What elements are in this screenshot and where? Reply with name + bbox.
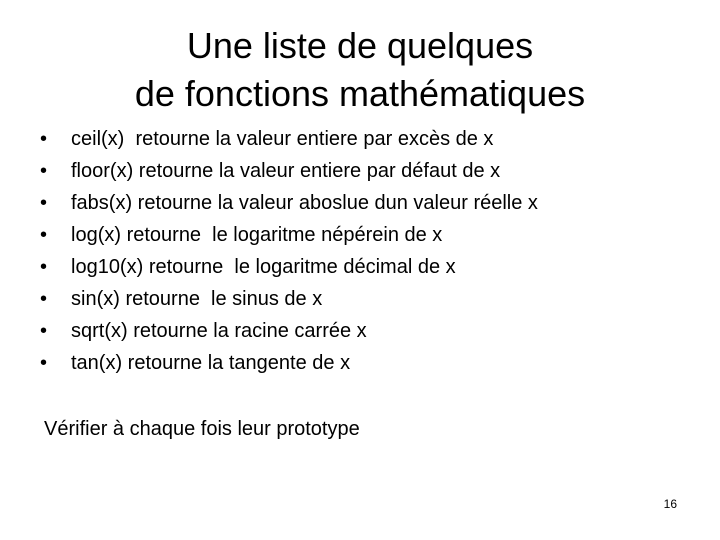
bullet-marker: • — [40, 160, 48, 182]
bullet-text: ceil(x) retourne la valeur entiere par excès de x — [71, 128, 494, 150]
slide-title-line-2: de fonctions mathématiques — [134, 73, 586, 114]
bullet-item-fabs — [40, 187, 700, 219]
bullet-text: sqrt(x) retourne la racine carrée x — [71, 320, 367, 342]
bullet-marker: • — [40, 320, 48, 342]
slide-title — [0, 22, 720, 118]
bullet-item-sqrt — [40, 315, 700, 347]
slide-note: Vérifier à chaque fois leur prototype — [44, 418, 360, 440]
bullet-text: fabs(x) retourne la valeur aboslue dun valeur réelle x — [71, 192, 538, 214]
slide-title-line-1: Une liste de quelques — [186, 25, 534, 66]
bullet-marker: • — [40, 224, 48, 246]
bullet-marker: • — [40, 288, 48, 310]
bullet-item-log10 — [40, 251, 700, 283]
bullet-text: tan(x) retourne la tangente de x — [71, 352, 351, 374]
bullet-marker: • — [40, 128, 48, 150]
bullet-text: sin(x) retourne le sinus de x — [71, 288, 323, 310]
bullet-item-log — [40, 219, 700, 251]
bullet-marker: • — [40, 256, 48, 278]
bullet-item-ceil — [40, 123, 700, 155]
bullet-text: log10(x) retourne le logaritme décimal de x — [71, 256, 456, 278]
bullet-marker: • — [40, 192, 48, 214]
page-number: 16 — [663, 497, 677, 511]
bullet-item-floor — [40, 155, 700, 187]
bullet-text: log(x) retourne le logaritme népérein de x — [71, 224, 443, 246]
function-bullet-list — [40, 123, 700, 379]
bullet-marker: • — [40, 352, 48, 374]
bullet-text: floor(x) retourne la valeur entiere par défaut de x — [71, 160, 501, 182]
bullet-item-sin — [40, 283, 700, 315]
bullet-item-tan — [40, 347, 700, 379]
